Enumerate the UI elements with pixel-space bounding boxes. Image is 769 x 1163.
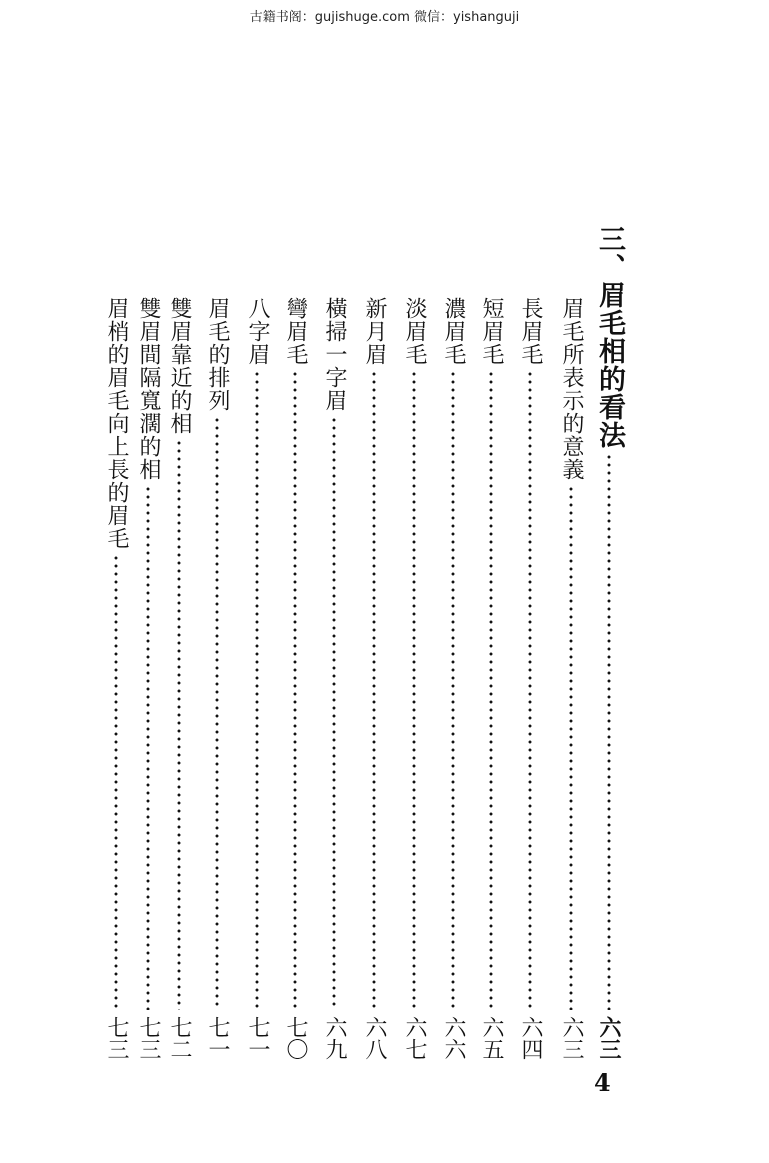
toc-dot-leader bbox=[114, 554, 118, 1010]
toc-page-number: 六三 bbox=[596, 1016, 622, 1060]
toc-section-heading: 三、眉毛相的看法 bbox=[594, 225, 625, 449]
toc-entry-title: 八字眉 bbox=[245, 297, 270, 366]
toc-page-number: 七二 bbox=[167, 1016, 192, 1060]
toc-page-number: 六八 bbox=[362, 1016, 387, 1060]
toc-dot-leader bbox=[146, 485, 150, 1010]
toc-dot-leader bbox=[215, 416, 219, 1010]
toc-entry bbox=[132, 297, 164, 1060]
toc-page-number: 六六 bbox=[441, 1016, 466, 1060]
toc-entry-title: 眉毛的排列 bbox=[205, 297, 230, 412]
toc-dot-leader bbox=[451, 370, 455, 1010]
folio-page-number: 4 bbox=[594, 1068, 611, 1097]
toc-entry-title: 濃眉毛 bbox=[441, 297, 466, 366]
toc-entry bbox=[100, 297, 132, 1060]
toc-dot-leader bbox=[489, 370, 493, 1010]
toc-entry-title: 眉毛所表示的意義 bbox=[559, 297, 584, 481]
toc-entry-title: 雙眉間隔寬濶的相 bbox=[136, 297, 161, 481]
toc-entry bbox=[358, 297, 390, 1060]
toc-page-number: 七一 bbox=[245, 1016, 270, 1060]
toc-entry-title: 淡眉毛 bbox=[402, 297, 427, 366]
toc-page-number: 七三 bbox=[136, 1016, 161, 1060]
toc-entry bbox=[163, 297, 195, 1060]
toc-dot-leader bbox=[569, 485, 573, 1010]
toc-entry-title: 長眉毛 bbox=[518, 297, 543, 366]
toc-page-number: 六四 bbox=[518, 1016, 543, 1060]
toc-entry bbox=[318, 297, 350, 1060]
toc-entry-title: 新月眉 bbox=[362, 297, 387, 366]
toc-page-number: 六三 bbox=[559, 1016, 584, 1060]
toc-entry bbox=[398, 297, 430, 1060]
toc-entry bbox=[514, 297, 546, 1060]
toc-page-number: 六九 bbox=[322, 1016, 347, 1060]
toc-page-number: 七一 bbox=[205, 1016, 230, 1060]
toc-entry-section-heading bbox=[593, 225, 625, 1060]
watermark-text: 古籍书阁：gujishuge.com 微信：yishanguji bbox=[249, 10, 520, 25]
toc-dot-leader bbox=[255, 370, 259, 1010]
toc-page-number: 七〇 bbox=[283, 1016, 308, 1060]
toc-dot-leader bbox=[412, 370, 416, 1010]
toc-dot-leader bbox=[607, 453, 611, 1010]
toc-entry-title: 橫掃一字眉 bbox=[322, 297, 347, 412]
toc-entry bbox=[241, 297, 273, 1060]
toc-dot-leader bbox=[528, 370, 532, 1010]
toc-dot-leader bbox=[177, 439, 181, 1010]
toc-dot-leader bbox=[332, 416, 336, 1010]
toc-entry-title: 眉梢的眉毛向上長的眉毛 bbox=[104, 297, 129, 550]
toc-dot-leader bbox=[372, 370, 376, 1010]
toc-page-number: 六七 bbox=[402, 1016, 427, 1060]
toc-entry bbox=[201, 297, 233, 1060]
toc-entry bbox=[555, 297, 587, 1060]
toc-entry bbox=[437, 297, 469, 1060]
toc-entry-title: 短眉毛 bbox=[479, 297, 504, 366]
toc-dot-leader bbox=[293, 370, 297, 1010]
toc-entry bbox=[279, 297, 311, 1060]
toc-page-number: 七三 bbox=[104, 1016, 129, 1060]
toc-entry-title: 雙眉靠近的相 bbox=[167, 297, 192, 435]
toc-entry-title: 彎眉毛 bbox=[283, 297, 308, 366]
toc-entry bbox=[475, 297, 507, 1060]
toc-page-number: 六五 bbox=[479, 1016, 504, 1060]
